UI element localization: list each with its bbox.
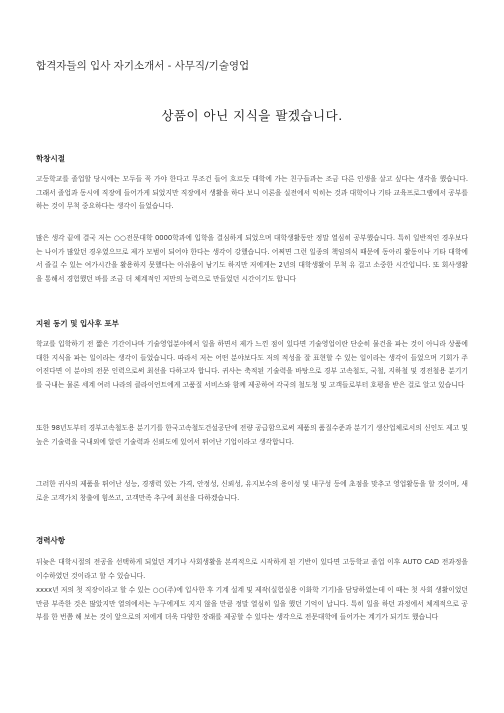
paragraph: xxxx년 저의 첫 직장이라고 할 수 있는 ○○(주)에 입사한 후 기계 설계 및 제작(실험실용 이화학 기기)을 담당하였는데 이 때는 첫 사회 생활이었던 만큼 부족한 것은 많았지만 열의에서는 누구에게도 지지 않을 만큼 정말 열심히 일을 했던 기억이 납니다. 특히 일을 하던 과정에서 체계적으로 공부를 한 번쯤 해 보는 것이 앞으로의 저에게 더욱 다양한 장래를 제공할 수 있다는 생각으로 전문대학에 들어가는 계기가 되기도 했습니다	[36, 586, 468, 622]
paragraph: 많은 생각 끝에 결국 저는 ○○전문대학 0000학과에 입학을 결심하게 되었으며 대학생활동안 정말 열심히 공부했습니다. 특히 일반적인 경우보다는 나이가 많았던 경우였으므로 제가 모범이 되어야 한다는 생각이 강했습니다. 어쩌면 그런 일종의 책임의식 때문에 동아리 활동이나 기타 대학에서 즐길 수 있는 여가시간을 활용하지 못했다는 아쉬움이 남기도 하지만 저에게는 2년의 대학생활이 무척 유 걸고 소중한 시간입니다. 또 회사생활을 통해서 경험했던 바를 조금 더 체계적인 저만의 능력으로 만들었던 시간이기도 합니다	[36, 234, 468, 283]
paragraph: 그러한 귀사의 제품을 뛰어난 성능, 경쟁력 있는 가격, 안정성, 신뢰성, 유지보수의 용이성 및 내구성 등에 초점을 맞추고 영업활동을 할 것이며, 새로운 고객가치 창출에 힘쓰고, 고객만족 추구에 최선을 다하겠습니다.	[36, 480, 468, 502]
paragraph: 또한 98년도부터 경부고속철도용 분기기를 한국고속철도건설공단에 전량 공급함으로써 제품의 품질수준과 분기기 생산업체로서의 신인도 제고 및 높은 기술력을 국내외에 알린 기술력과 신뢰도에 있어서 뛰어난 기업이라고 생각합니다.	[36, 424, 468, 446]
section-heading-experience: 경력사항	[36, 536, 65, 545]
headline: 상품이 아닌 지식을 팔겠습니다.	[161, 108, 343, 123]
paragraph: 뒤늦은 대학시절의 전공을 선택하게 되었던 계기나 사회생활을 본격적으로 시작하게 된 기반이 있다면 고등학교 졸업 이후 AUTO CAD 전과정을 이수하였던 것이라고 할 수 있습니다.	[36, 558, 468, 580]
paragraph: 학교를 입학하기 전 짧은 기간이나마 기술영업분야에서 일을 하면서 제가 느낀 점이 있다면 기술영업이란 단순히 물건을 파는 것이 아니라 상품에 대한 지식을 파는 일이라는 생각이 들었습니다. 따라서 저는 어떤 분야보다도 저의 적성을 잘 표현할 수 있는 일이라는 생각이 들었으며 기회가 주어진다면 이 분야의 전문 인력으로써 최선을 다하고자 합니다. 귀사는 축적된 기술력을 바탕으로 경부 고속철도, 국철, 지하철 및 경전철용 분기기를 국내는 물론 세계 여러 나라의 클라이언트에게 고품질 서비스와 함께 제공하여 각국의 철도청 및 고객들로부터 호평을 받은 걸로 알고 있습니다	[36, 340, 468, 389]
section-heading-school-days: 학창시절	[36, 154, 65, 163]
section-heading-motivation: 지원 동기 및 입사후 포부	[36, 319, 119, 328]
document-title: 합격자들의 입사 자기소개서 - 사무직/기술영업	[36, 60, 250, 72]
paragraph: 고등학교를 졸업할 당시에는 모두들 꼭 가야 한다고 무조건 들어 흐르듯 대학에 가는 친구들과는 조금 다른 인생을 살고 싶다는 생각을 했습니다. 그래서 졸업과 동시에 직장에 들어가게 되었지만 직장에서 생활을 하다 보니 이론을 실전에서 익히는 것과 대학이나 기타 교육프로그램에서 공부를 하는 것이 무척 중요하다는 생각이 들었습니다.	[36, 175, 468, 211]
